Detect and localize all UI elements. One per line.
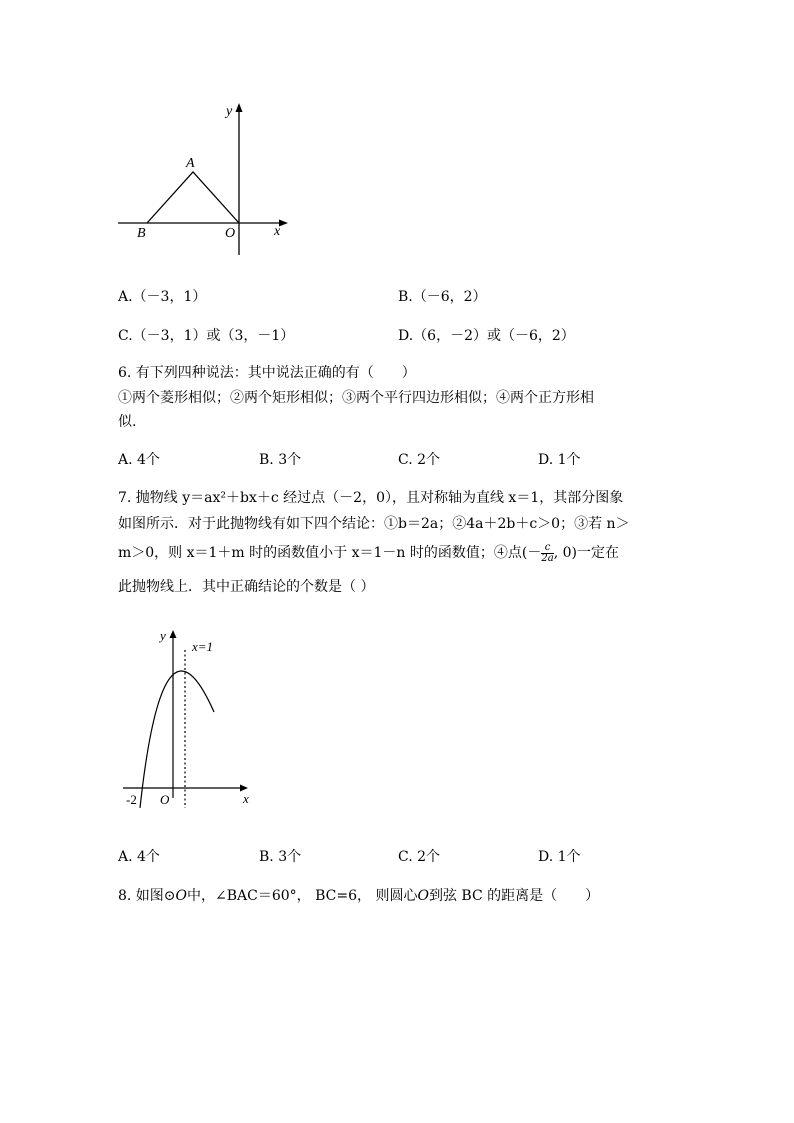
q7-stem-line2: 如图所示．对于此抛物线有如下四个结论：①b＝2a；②4a＋2b＋c＞0；③若 n＞ [118, 516, 630, 532]
q7-option-b[interactable]: B. 3个 [259, 849, 302, 865]
circle-center-label-2: O [417, 888, 429, 904]
q7-option-d[interactable]: D. 1个 [538, 849, 581, 865]
y-axis-label: y [160, 628, 166, 643]
x-axis-label: x [274, 224, 281, 239]
circle-center-label: O [175, 888, 188, 904]
q8-stem: 8. 如图⊙O中，∠BAC＝60°， BC=6， 则圆心O到弦 BC 的距离是（ ） [118, 888, 600, 904]
y-axis-arrow [170, 630, 177, 638]
q7-stem-line4: 此抛物线上．其中正确结论的个数是（ ） [118, 579, 375, 595]
origin-label: O [160, 792, 170, 807]
q6-option-d[interactable]: D. 1个 [538, 452, 581, 468]
origin-label: O [225, 226, 236, 241]
triangle-figure [110, 95, 300, 265]
y-axis-label: y [226, 104, 233, 119]
q6-option-a[interactable]: A. 4个 [118, 452, 160, 468]
q6-option-b[interactable]: B. 3个 [259, 452, 302, 468]
parabola-figure [115, 620, 265, 815]
q5-option-c[interactable]: C.（－3，1）或（3，－1） [118, 328, 295, 344]
q5-option-d[interactable]: D.（6，－2）或（－6，2） [398, 328, 575, 344]
q7-option-a[interactable]: A. 4个 [118, 849, 160, 865]
point-a-label: A [186, 156, 195, 171]
q6-option-c[interactable]: C. 2个 [398, 452, 441, 468]
point-b-label: B [137, 226, 146, 241]
neg2-label: -2 [126, 792, 137, 807]
q7-line3-end: 一定在 [576, 545, 619, 561]
triangle-abo [147, 172, 239, 223]
q6-stem: 6. 有下列四种说法：其中说法正确的有（ ） [118, 365, 416, 381]
q6-statements-cont: 似. [118, 414, 137, 430]
q5-option-a[interactable]: A.（－3，1） [118, 289, 207, 305]
q7-option-c[interactable]: C. 2个 [398, 849, 441, 865]
q5-option-b[interactable]: B.（－6，2） [398, 289, 487, 305]
q7-stem-line1: 7. 抛物线 y＝ax²＋bx＋c 经过点（－2，0），且对称轴为直线 x＝1，其部分图象 [118, 490, 624, 506]
y-axis-arrow [236, 103, 243, 112]
q7-line3-text: m＞0，则 x＝1＋m 时的函数值小于 x＝1－n 时的函数值；④点 [118, 545, 522, 561]
q7-stem-line3 [118, 542, 619, 564]
fraction-c-over-2a: $\frac{c}{2a}$ [541, 541, 554, 564]
x-axis-arrow [279, 220, 288, 227]
point-expression: (－ $\frac{c}{2a}$ , 0) [521, 541, 577, 564]
axis-of-symmetry-label: x=1 [192, 639, 214, 654]
q6-statements: ①两个菱形相似；②两个矩形相似；③两个平行四边形相似；④两个正方形相 [118, 390, 594, 406]
x-axis-label: x [243, 791, 249, 806]
